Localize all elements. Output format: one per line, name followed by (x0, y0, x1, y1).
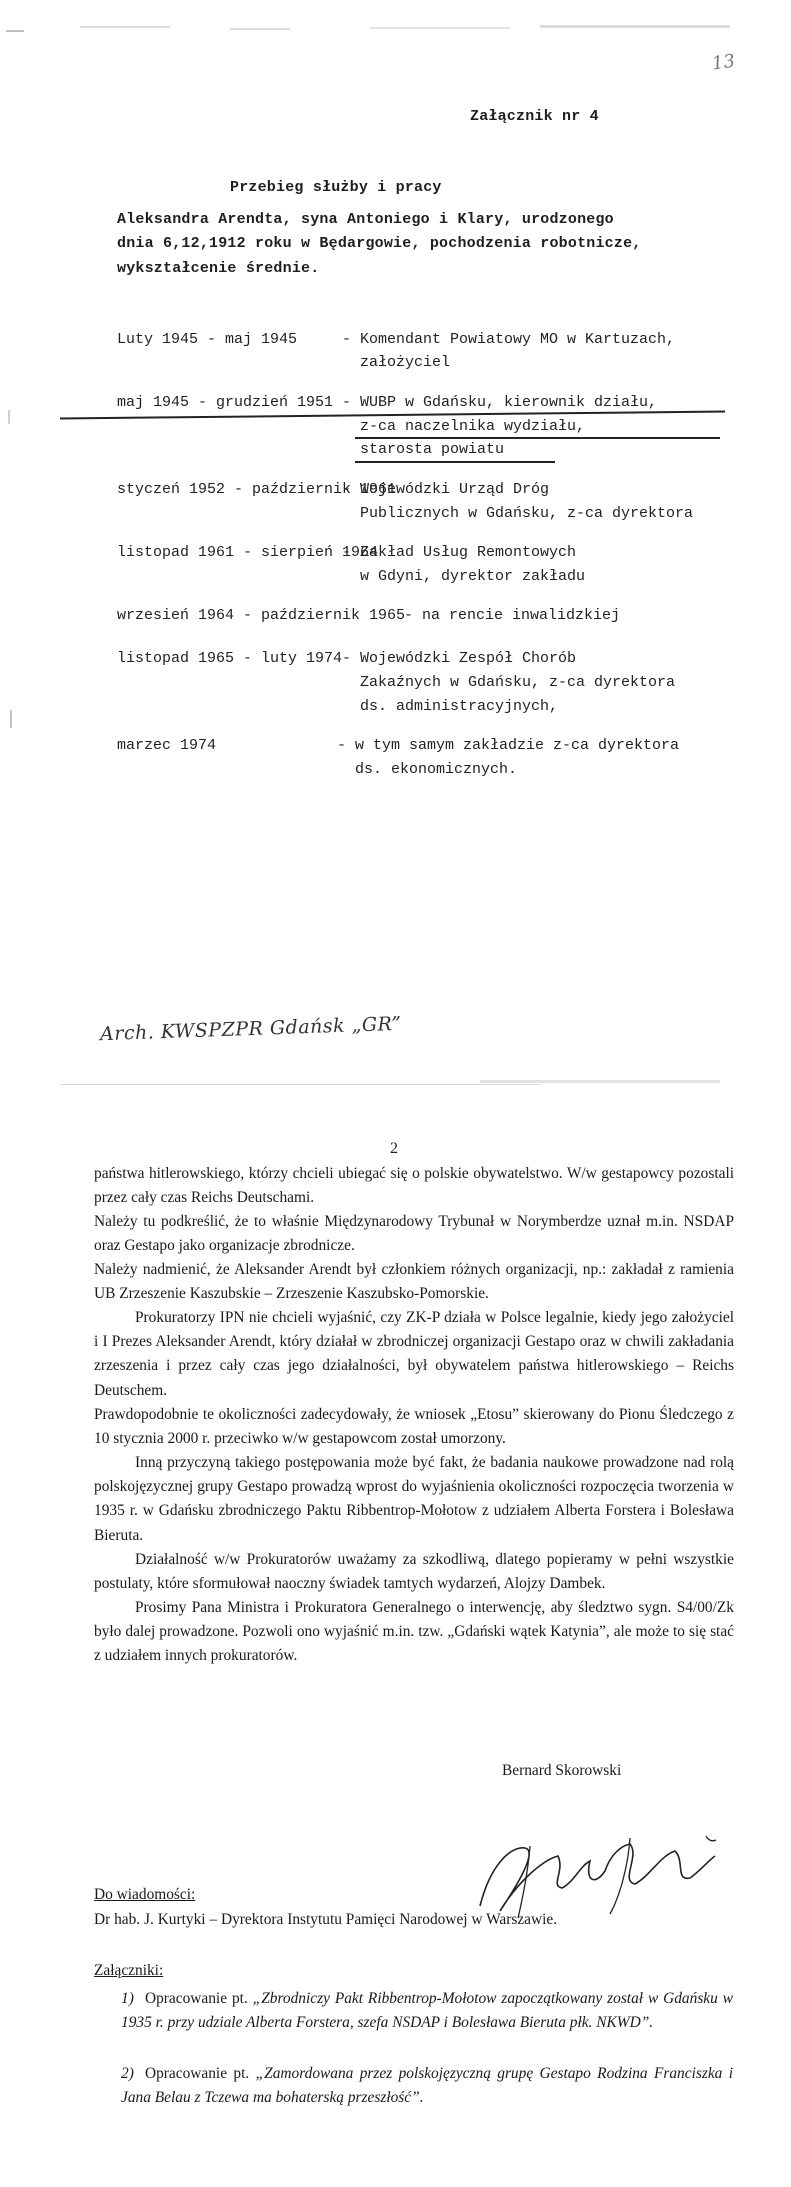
service-period: listopad 1965 - luty 1974 (117, 650, 343, 667)
scan-artifact (6, 30, 24, 32)
scan-artifact (8, 410, 10, 424)
service-description-line: - na rencie inwalidzkiej (404, 607, 621, 624)
scan-artifact (540, 25, 730, 28)
attachments-label: Załączniki: (94, 1962, 164, 1979)
signatory-name: Bernard Skorowski (502, 1762, 622, 1779)
scan-artifact (10, 710, 12, 728)
service-period: maj 1945 - grudzień 1951 (117, 394, 334, 411)
scan-artifact (80, 26, 170, 28)
attachment-item (121, 2062, 733, 2110)
letter-paragraph: Działalność w/w Prokuratorów uważamy za szkodliwą, dlatego popieramy w pełni wszystkie postulaty, które sformułował naoczny świadek tamtych wydarzeń, Alojzy Dambek. (94, 1551, 734, 1593)
handwritten-underline (355, 437, 720, 439)
service-period: wrzesień 1964 - październik 1965 (117, 607, 406, 624)
service-description-line: założyciel (342, 354, 451, 371)
attachment-title: „Zbrodniczy Pakt Ribbentrop-Mołotow zapoczątkowany został w Gdańsku w 1935 r. przy udziale Alberta Forstera, szefa NSDAP i Bolesława Bieruta płk. NKWD”. (121, 1990, 733, 2031)
scan-artifact (230, 28, 290, 30)
letter-paragraph: państwa hitlerowskiego, którzy chcieli ubiegać się o polskie obywatelstwo. W/w gestapowcy pozostali przez cały czas Reichs Deutschami. (94, 1165, 734, 1207)
service-period: listopad 1961 - sierpień 1964 (117, 544, 379, 561)
service-description-line: ds. administracyjnych, (342, 698, 559, 715)
letter-paragraph: Prosimy Pana Ministra i Prokuratora Generalnego o interwencję, aby śledztwo sygn. S4/00/Zk było dalej prowadzone. Pozwoli ono wyjaśnić m.in. tzw. „Gdański wątek Katynia”, ale może to się stać z udziałem innych prokuratorów. (94, 1599, 734, 1665)
service-description-line: Zakaźnych w Gdańsku, z-ca dyrektora (342, 674, 676, 691)
service-description-line: starosta powiatu (342, 441, 505, 458)
service-description-line: - Wojewódzki Zespół Chorób (342, 650, 577, 667)
annex-subject-line-2: dnia 6,12,1912 roku w Będargowie, pochodzenia robotnicze, (117, 235, 642, 252)
service-description-line: - w tym samym zakładzie z-ca dyrektora (337, 737, 680, 754)
attachment-number: 2) (121, 2065, 134, 2082)
attachment-title: „Zamordowana przez polskojęzyczną grupę Gestapo Rodzina Franciszka i Jana Belau z Tczewa ma bohaterską przeszłość”. (121, 2065, 733, 2106)
cc-recipient: Dr hab. J. Kurtyki – Dyrektora Instytutu Pamięci Narodowej w Warszawie. (94, 1911, 558, 1928)
handwritten-page-mark: 13 (710, 50, 737, 75)
service-description-line: Publicznych w Gdańsku, z-ca dyrektora (342, 505, 694, 522)
handwritten-signature (470, 1826, 720, 1921)
service-description-line: ds. ekonomicznych. (337, 761, 518, 778)
attachment-item (121, 1987, 733, 2035)
scan-artifact (370, 27, 510, 29)
annex-title: Załącznik nr 4 (470, 108, 599, 125)
attachment-prefix: Opracowanie pt. (145, 2065, 256, 2082)
handwritten-underline (355, 461, 555, 463)
attachment-prefix: Opracowanie pt. (145, 1990, 253, 2007)
scan-artifact (480, 1080, 720, 1083)
letter-paragraph: Należy nadmienić, że Aleksander Arendt był członkiem różnych organizacji, np.: zakładał z ramienia UB Zrzeszenie Kaszubskie – Zrzeszenie Kaszubsko-Pomorskie. (94, 1261, 734, 1303)
cc-label: Do wiadomości: (94, 1886, 196, 1903)
annex-subject-line-1: Aleksandra Arendta, syna Antoniego i Klary, urodzonego (117, 211, 614, 228)
scan-artifact (60, 1084, 540, 1085)
archive-annotation: Arch. KWSPZPR Gdańsk „GR” (99, 1012, 402, 1046)
letter-paragraph: Prawdopodobnie te okoliczności zadecydowały, że wniosek „Etosu” skierowany do Pionu Śledczego z 10 stycznia 2000 r. przeciwko w/w gestapowcom został umorzony. (94, 1406, 734, 1448)
service-period: styczeń 1952 - październik 1961 (117, 481, 397, 498)
letter-paragraph: Prokuratorzy IPN nie chcieli wyjaśnić, czy ZK-P działa w Polsce legalnie, kiedy jego założyciel i I Prezes Aleksander Arendt, który działał w zbrodniczej organizacji Gestapo oraz w chwili zakładania zrzeszenia i przez cały czas jego działalności, był obywatelem państwa hitlerowskiego – Reichs Deutschem. (94, 1309, 734, 1399)
service-description-line: w Gdyni, dyrektor zakładu (342, 568, 586, 585)
annex-heading: Przebieg służby i pracy (230, 179, 442, 196)
service-description-line: - WUBP w Gdańsku, kierownik działu, (342, 394, 658, 411)
service-description-line: - Komendant Powiatowy MO w Kartuzach, (342, 331, 676, 348)
service-period: marzec 1974 (117, 737, 217, 754)
annex-subject-line-3: wykształcenie średnie. (117, 260, 320, 277)
service-period: Luty 1945 - maj 1945 (117, 331, 298, 348)
letter-paragraph: Inną przyczyną takiego postępowania może być fakt, że badania naukowe prowadzone nad rolą polskojęzycznej grupy Gestapo prowadzą wprost do wyjaśnienia okoliczności rozpoczęcia tworzenia w 1935 r. w Gdańsku zbrodniczego Paktu Ribbentrop-Mołotow z udziałem Alberta Forstera i Bolesława Bieruta. (94, 1454, 734, 1544)
page-number: 2 (390, 1140, 398, 1157)
letter-paragraph: Należy tu podkreślić, że to właśnie Międzynarodowy Trybunał w Norymberdze uznał m.in. NSDAP oraz Gestapo jako organizacje zbrodnicze. (94, 1213, 734, 1255)
service-description-line: - Zakład Usług Remontowych (342, 544, 577, 561)
service-description-line: - Wojewódzki Urząd Dróg (342, 481, 550, 498)
attachment-number: 1) (121, 1990, 134, 2007)
service-description-line: z-ca naczelnika wydziału, (342, 418, 586, 435)
